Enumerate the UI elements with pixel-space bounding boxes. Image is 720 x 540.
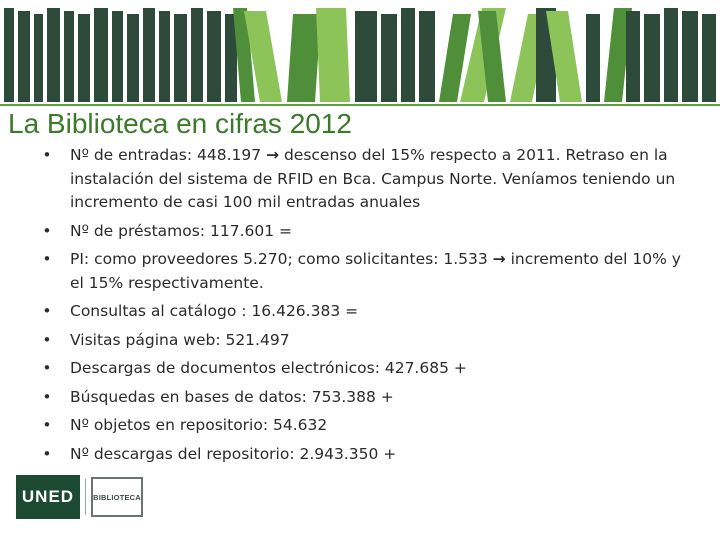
item-text: Búsquedas en bases de datos: 753.388 + <box>70 387 394 406</box>
book-spine <box>287 14 321 102</box>
item-text: Descargas de documentos electrónicos: 427.685 + <box>70 359 467 377</box>
book-spine <box>381 14 397 102</box>
arrow-right-icon: → <box>492 250 506 268</box>
bullet-icon: • <box>42 250 52 268</box>
bullet-icon: • <box>42 387 52 406</box>
book-spine <box>143 8 155 102</box>
book-spine <box>112 11 123 102</box>
book-spine <box>191 8 203 102</box>
item-text: Consultas al catálogo : 16.426.383 = <box>70 302 359 320</box>
item-text: Nº de préstamos: 117.601 = <box>70 221 293 240</box>
book-spine <box>207 11 221 102</box>
book-spine <box>34 14 43 102</box>
book-spine <box>174 14 187 102</box>
item-text: PI: como proveedores 5.270; como solicitantes: 1.533 <box>70 250 493 268</box>
slide-title: La Biblioteca en cifras 2012 <box>8 108 352 139</box>
biblioteca-logo <box>91 477 143 517</box>
item-text-continued: descenso del 15% respecto a 2011. Retraso en la instalación del sistema de RFID en Bca. Campus Norte. Veníamos teniendo un incremento de casi 100 mil entradas anuales <box>70 146 676 211</box>
item-text: Visitas página web: 521.497 <box>70 330 290 349</box>
book-spine <box>78 14 90 102</box>
list-item <box>40 386 690 410</box>
arrow-right-icon: → <box>266 146 280 164</box>
book-spine <box>664 8 678 102</box>
book-spine <box>127 14 139 102</box>
bullet-icon: • <box>42 416 52 434</box>
bullet-icon: • <box>42 221 52 240</box>
book-spine <box>586 14 600 102</box>
list-item <box>40 144 690 215</box>
item-text: Nº de entradas: 448.197 <box>70 146 267 164</box>
book-spine <box>94 8 108 102</box>
book-spines-graphic <box>0 0 720 104</box>
uned-logo-text: UNED <box>21 487 75 506</box>
header-banner <box>0 0 720 104</box>
footer-logos <box>16 474 143 520</box>
book-spine <box>18 11 30 102</box>
book-spine <box>401 8 415 102</box>
list-item <box>40 443 690 467</box>
bullet-icon: • <box>42 302 52 320</box>
bullet-icon: • <box>42 146 52 164</box>
list-item <box>40 220 690 244</box>
book-spine <box>64 11 74 102</box>
item-text: Nº objetos en repositorio: 54.632 <box>70 416 328 434</box>
statistics-list <box>40 144 690 471</box>
book-spine <box>419 11 435 102</box>
item-text: Nº descargas del repositorio: 2.943.350 + <box>70 444 397 463</box>
book-spine <box>47 8 60 102</box>
logo-divider <box>85 479 86 515</box>
list-item <box>40 248 690 295</box>
bullet-icon: • <box>42 359 52 377</box>
book-spine <box>682 11 698 102</box>
book-spine <box>316 8 350 102</box>
list-item <box>40 300 690 324</box>
book-spine <box>4 8 14 102</box>
list-item <box>40 357 690 381</box>
bullet-icon: • <box>42 444 52 463</box>
list-item <box>40 414 690 438</box>
book-spine <box>626 11 640 102</box>
book-spine <box>644 14 660 102</box>
bullet-icon: • <box>42 330 52 349</box>
book-spine <box>355 11 377 102</box>
item-text-continued: incremento del 10% y el 15% respectivamente. <box>70 250 681 292</box>
list-item <box>40 329 690 353</box>
book-spine <box>702 14 716 102</box>
uned-logo <box>16 475 80 519</box>
biblioteca-logo-text: BIBLIOTECA <box>93 492 141 502</box>
book-spine <box>159 11 170 102</box>
